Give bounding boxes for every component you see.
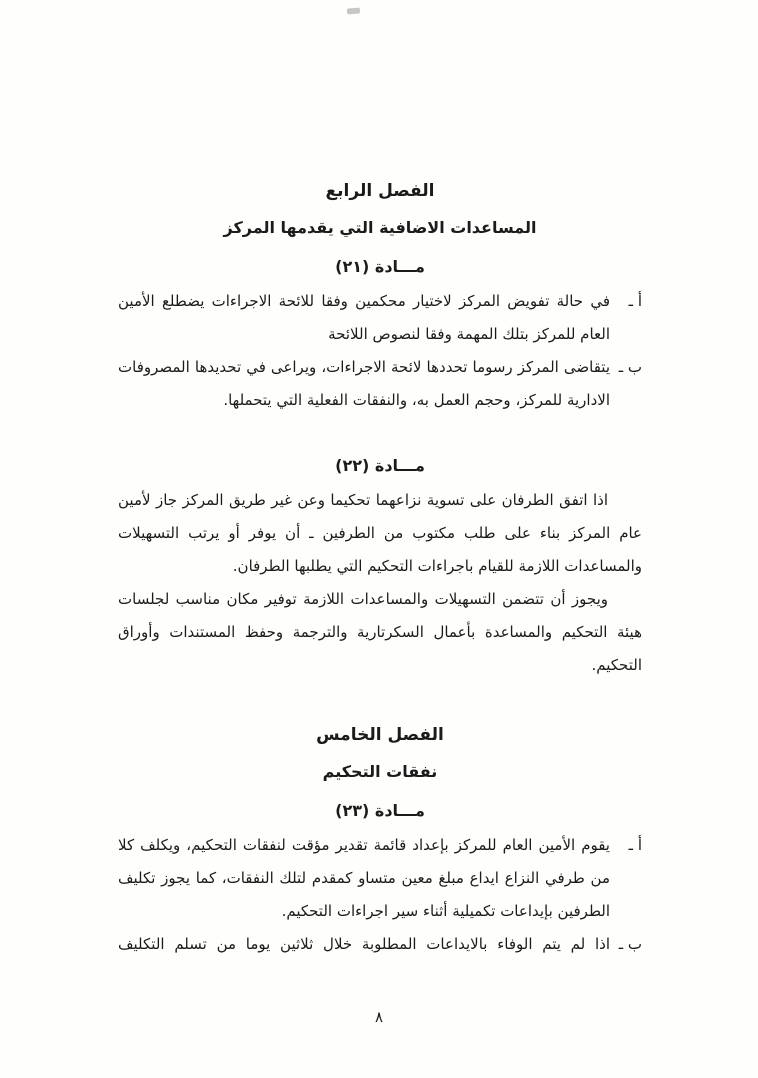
article-21-item-b-marker: ب ـ (618, 358, 642, 376)
article-21-heading: مـــادة (٢١) (335, 257, 425, 276)
article-21-item-a (118, 285, 642, 351)
chapter-five-title: الفصل الخامس (316, 725, 444, 745)
article-23-item-b (118, 928, 642, 961)
page-content (118, 178, 642, 961)
article-21-item-a-marker: أ ـ (628, 292, 642, 310)
article-21-item-b-text: يتقاضى المركز رسوما تحددها لائحة الاجراءات، ويراعى في تحديدها المصروفات الادارية للمركز، وحجم العمل به، والنفقات الفعلية التي يتحملها. (118, 358, 610, 409)
article-22-paragraph-2: ويجوز أن تتضمن التسهيلات والمساعدات اللازمة توفير مكان مناسب لجلسات هيئة التحكيم والمساعدة بأعمال السكرتارية والترجمة وحفظ المستندات وأوراق التحكيم. (118, 590, 642, 674)
chapter-five-subtitle: نفقات التحكيم (322, 762, 438, 781)
article-23-item-b-text: اذا لم يتم الوفاء بالايداعات المطلوبة خلال ثلاثين يوما من تسلم التكليف (118, 935, 610, 953)
article-22-heading: مـــادة (٢٢) (335, 456, 425, 475)
scan-artifact (347, 8, 360, 15)
page-number: ٨ (374, 1008, 384, 1026)
article-23-item-a-text: يقوم الأمين العام للمركز بإعداد قائمة تقدير مؤقت لنفقات التحكيم، ويكلف كلا من طرفي النزاع ايداع مبلغ معين متساو كمقدم لتلك النفقات، كما يجوز تكليف الطرفين بإيداعات تكميلية أثناء سير اجراءات التحكيم. (118, 836, 610, 920)
article-22-paragraph-1: اذا اتفق الطرفان على تسوية نزاعهما تحكيما وعن غير طريق المركز جاز لأمين عام المركز بناء على طلب مكتوب من الطرفين ـ أن يوفر أو يرتب التسهيلات والمساعدات اللازمة للقيام باجراءات التحكيم التي يطلبها الطرفان. (118, 491, 642, 575)
article-23-item-a (118, 829, 642, 928)
article-21-item-a-text: في حالة تفويض المركز لاختيار محكمين وفقا للائحة الاجراءات يضطلع الأمين العام للمركز بتلك المهمة وفقا لنصوص اللائحة (118, 292, 610, 343)
chapter-four-title: الفصل الرابع (325, 181, 435, 201)
article-21-item-b (118, 351, 642, 417)
article-23-item-b-marker: ب ـ (618, 935, 642, 953)
article-23-item-a-marker: أ ـ (628, 836, 642, 854)
article-23-heading: مـــادة (٢٣) (335, 801, 425, 820)
chapter-four-subtitle: المساعدات الاضافية التي يقدمها المركز (223, 218, 537, 237)
